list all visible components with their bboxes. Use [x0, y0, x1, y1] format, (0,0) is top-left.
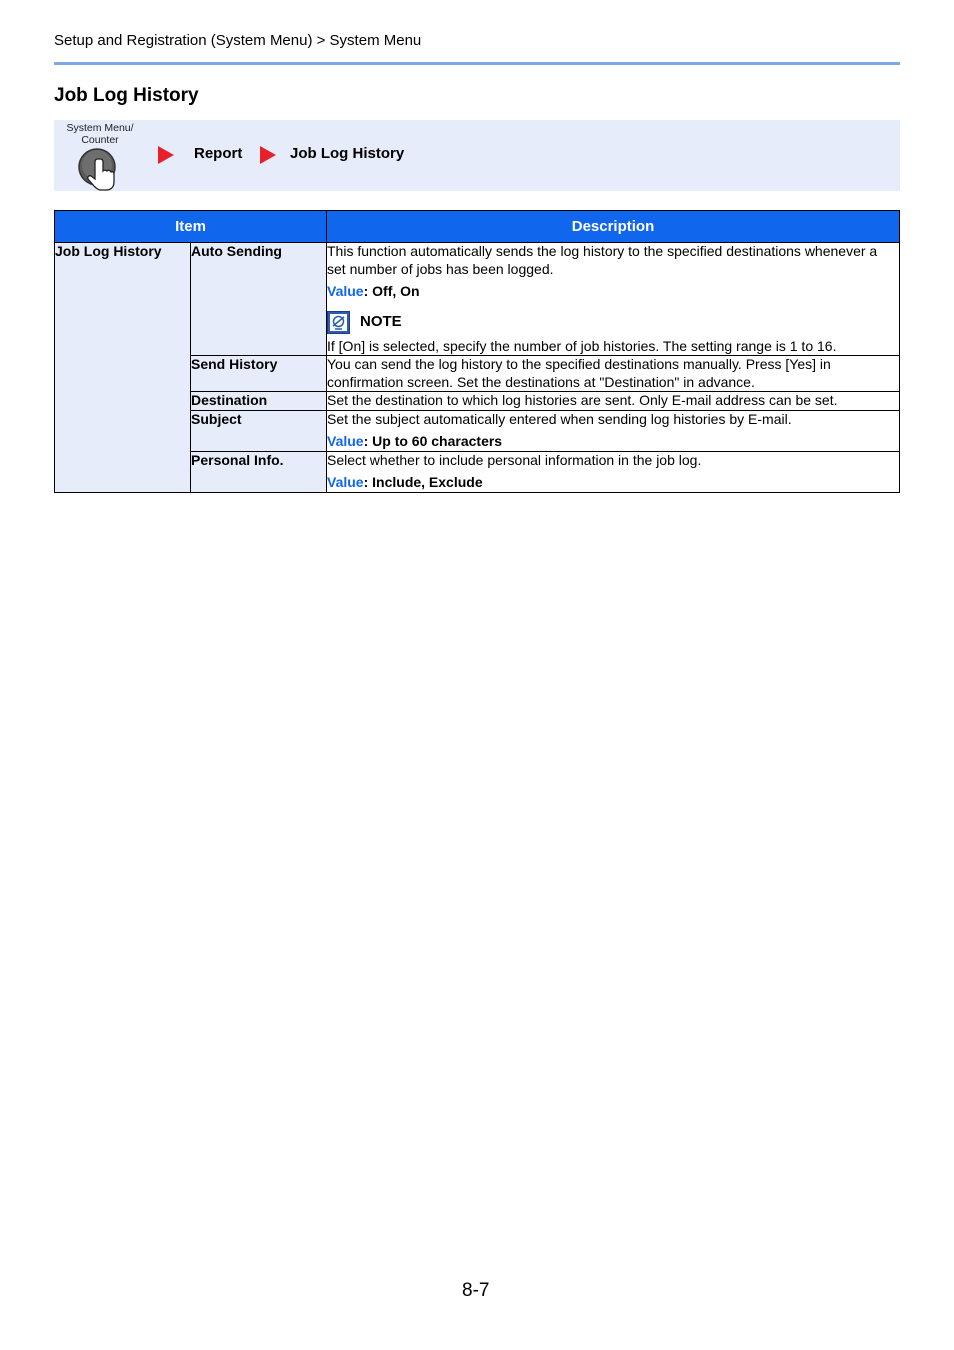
- key-label-line1: System Menu/: [66, 122, 134, 134]
- description-text: Set the subject automatically entered when sending log histories by E-mail.: [327, 410, 792, 427]
- nav-arrow-icon: [260, 146, 276, 164]
- value-label: Value: [327, 283, 364, 299]
- table-header-row: [55, 211, 900, 243]
- description-auto-sending: [327, 243, 900, 356]
- settings-table: [54, 210, 900, 493]
- key-label-line2: Counter: [81, 134, 119, 146]
- value-options: : Off, On: [363, 283, 420, 299]
- item-personal-info: Personal Info.: [191, 451, 327, 492]
- column-header-item: Item: [55, 211, 327, 243]
- value-options: : Up to 60 characters: [363, 433, 503, 449]
- nav-step-job-log-history: Job Log History: [290, 145, 405, 162]
- system-menu-key-icon: [76, 146, 124, 192]
- value-label: Value: [327, 433, 364, 449]
- system-menu-key-label: [60, 122, 140, 146]
- page-number: 8-7: [462, 1280, 490, 1301]
- note-icon: [327, 311, 350, 334]
- description-text: This function automatically sends the log history to the specified destinations whenever a set number of jobs has been logged.: [327, 243, 878, 277]
- item-subject: Subject: [191, 410, 327, 451]
- nav-step-report: Report: [194, 145, 243, 162]
- header-divider: [54, 62, 900, 65]
- description-text: Set the destination to which log histories are sent. Only E-mail address can be set.: [327, 392, 838, 408]
- page-header-breadcrumb: Setup and Registration (System Menu) > System Menu: [54, 32, 422, 49]
- group-cell-job-log-history: Job Log History: [55, 243, 191, 493]
- nav-arrow-icon: [158, 146, 174, 164]
- description-destination: [327, 392, 900, 411]
- navigation-path-panel: [54, 120, 900, 191]
- description-personal-info: [327, 451, 900, 492]
- value-line: [327, 474, 899, 492]
- value-line: [327, 433, 899, 451]
- section-title: Job Log History: [54, 85, 199, 106]
- value-options: : Include, Exclude: [363, 474, 483, 490]
- description-subject: [327, 410, 900, 451]
- table-row: [55, 243, 900, 356]
- description-text: Select whether to include personal information in the job log.: [327, 451, 702, 468]
- note-text: If [On] is selected, specify the number of job histories. The setting range is 1 to 16.: [327, 337, 837, 354]
- note-heading: [327, 311, 899, 334]
- description-send-history: [327, 356, 900, 392]
- note-title: NOTE: [360, 313, 402, 331]
- value-line: [327, 283, 899, 301]
- item-auto-sending: Auto Sending: [191, 243, 327, 356]
- value-label: Value: [327, 474, 364, 490]
- item-send-history: Send History: [191, 356, 327, 392]
- description-text: You can send the log history to the specified destinations manually. Press [Yes] in confirmation screen. Set the destinations at "Destination" in advance.: [327, 356, 831, 390]
- item-destination: Destination: [191, 392, 327, 411]
- column-header-description: Description: [327, 211, 900, 243]
